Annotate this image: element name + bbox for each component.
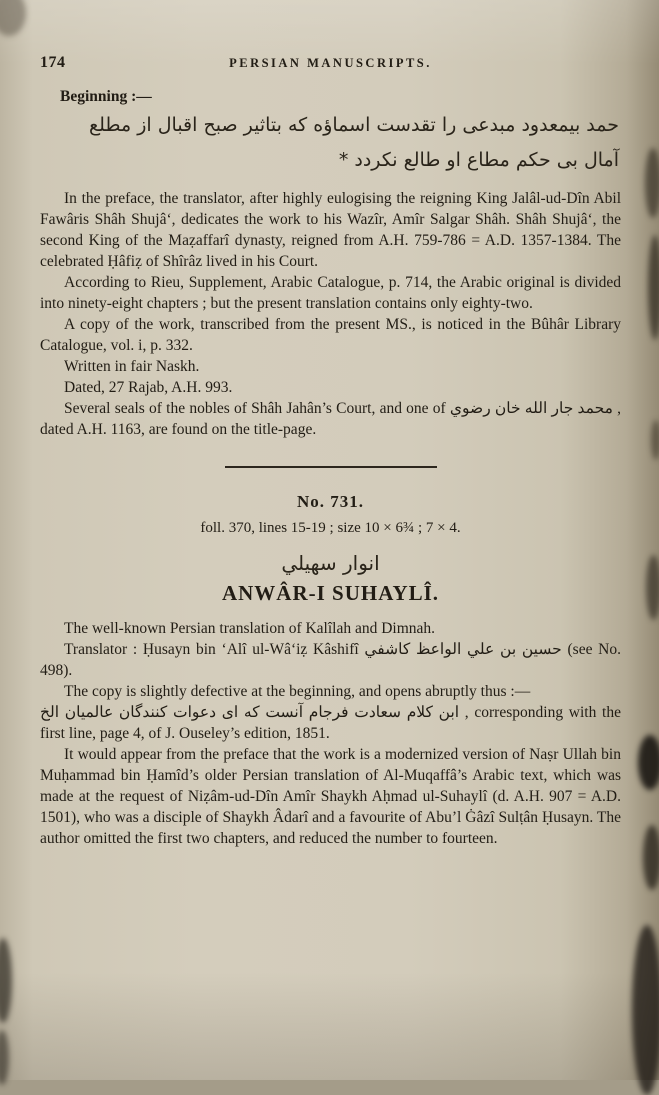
persian-verse — [42, 108, 619, 178]
scan-stain — [0, 1030, 9, 1085]
scan-stain — [0, 0, 26, 36]
paragraph-rieu: According to Rieu, Supplement, Arabic Catalogue, p. 714, the Arabic original is divided into ninety-eight chapters ; but the present translation contains only eighty-two. — [40, 274, 621, 313]
scan-stain — [651, 420, 659, 460]
scan-stain — [648, 235, 659, 340]
paragraph-translator: Translator : Ḥusayn bin ‘Alî ul-Wâ‘iẓ Kâshifî حسين بن علي الواعظ كاشفي (see No. 498). — [40, 641, 621, 680]
paragraph-seals: Several seals of the nobles of Shâh Jahân’s Court, and one of محمد جار الله خان رضوي , dated A.H. 1163, are found on the title-page. — [40, 400, 621, 439]
entry-title: ANWÂR-I SUHAYLÎ. — [221, 581, 440, 606]
scan-stain — [638, 735, 659, 790]
scan-stain — [643, 825, 659, 890]
paragraph-opening-line: ابن كلام سعادت فرجام آنست كه اى دعوات كنندگان عالميان الخ , corresponding with the first line, page 4, of J. Ouseley’s edition, 1851. — [40, 704, 621, 743]
running-header: PERSIAN MANUSCRIPTS. — [229, 56, 432, 70]
paragraph-dated: Dated, 27 Rajab, A.H. 993. — [64, 379, 233, 397]
persian-verse-line-1: حمد بیمعدود مبدعی را تقدست اسماؤه که بتاثیر صبح اقبال از مطلع — [89, 114, 619, 136]
entry-number: No. 731. — [296, 492, 365, 512]
page-number: 174 — [40, 54, 66, 71]
scan-stain — [632, 925, 659, 1095]
paragraph-preface: In the preface, the translator, after highly eulogising the reigning King Jalâl-ud-Dîn Abil Fawâris Shâh Shujâ‘, dedicates the work to his Wazîr, Amîr Salgar Shâh. Shâh Shujâ‘, the second King of the Maẓaffarî dynasty, reigned from A.H. 759-786 = A.D. 1357-1384. The celebrated Ḥâfiẓ of Shîrâz lived in his Court. — [40, 190, 621, 271]
paragraph-defective: The copy is slightly defective at the beginning, and opens abruptly thus :— — [64, 683, 531, 701]
paragraph-buhar: A copy of the work, transcribed from the present MS., is noticed in the Bûhâr Library Catalogue, vol. i, p. 332. — [40, 316, 621, 355]
entry-collation: foll. 370, lines 15-19 ; size 10 × 6¾ ; 7 × 4. — [200, 520, 461, 537]
entry-persian-title: انوار سهيلي — [281, 551, 380, 576]
paragraph-kalilah: The well-known Persian translation of Kalîlah and Dimnah. — [64, 620, 436, 638]
section-divider — [225, 466, 437, 468]
page-header — [40, 54, 621, 78]
page-content — [40, 54, 621, 849]
scan-stain — [0, 938, 12, 1023]
persian-verse-line-2: آمال بی حکم مطاع او طالع نکردد * — [338, 149, 619, 172]
paragraph-naskh: Written in fair Naskh. — [64, 358, 200, 376]
scan-stain — [646, 555, 659, 620]
scan-stain — [645, 148, 659, 218]
paragraph-history: It would appear from the preface that the work is a modernized version of Naṣr Ullah bin Muḥammad bin Ḥamîd’s older Persian translation of Al-Muqaffâ’s Arabic text, which was made at the request of Niẓâm-ud-Dîn Amîr Shaykh Aḥmad ul-Suhaylî (d. A.H. 907 = A.D. 1501), who was a disciple of Shaykh Âdarî and a favourite of Abu’l Ġâzî Sulṭân Ḥusayn. The author omitted the first two chapters, and reduced the number to fourteen. — [40, 746, 621, 848]
beginning-label: Beginning :— — [60, 88, 152, 105]
